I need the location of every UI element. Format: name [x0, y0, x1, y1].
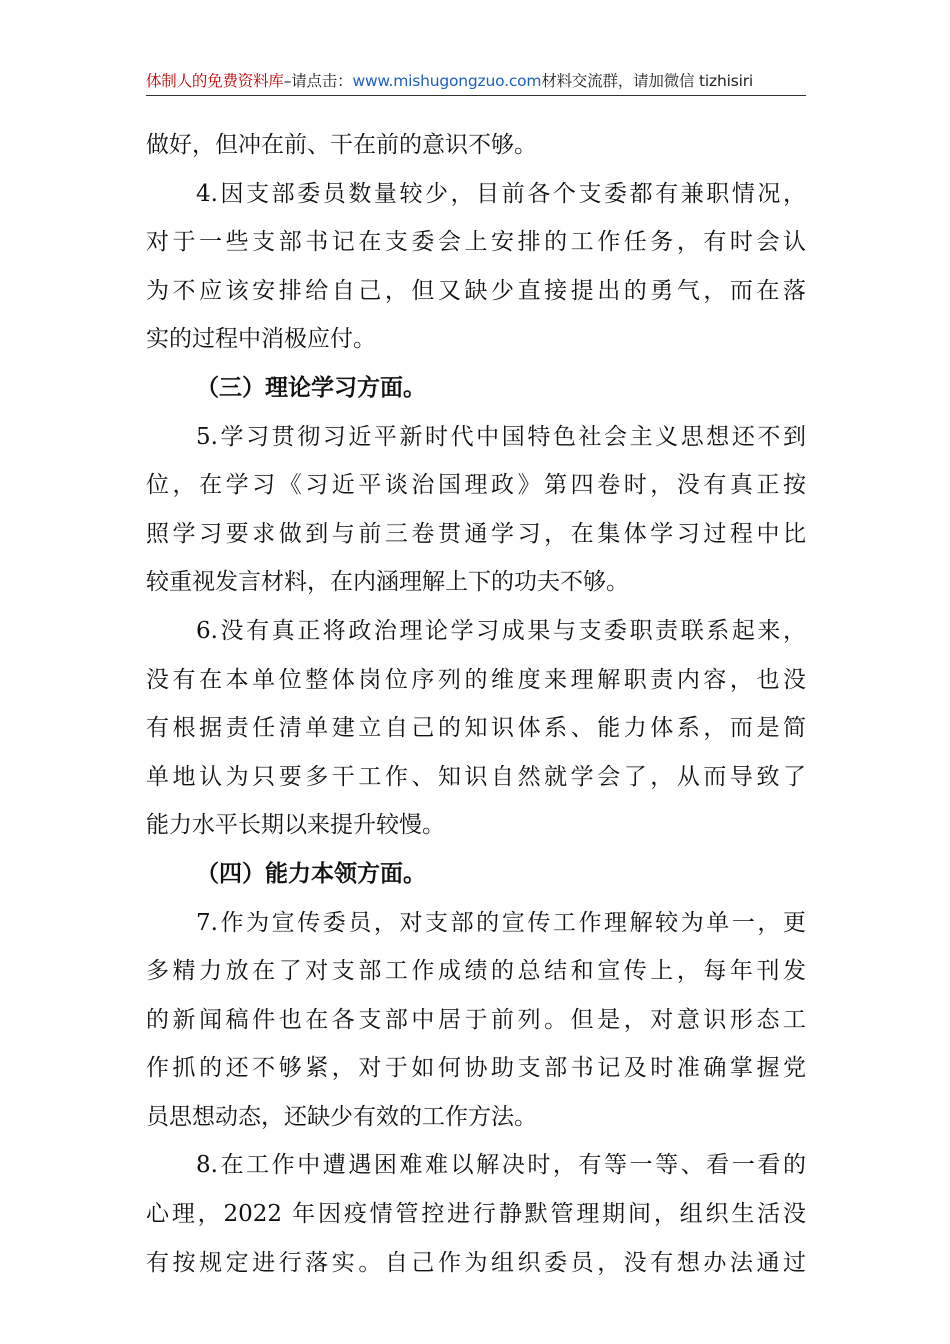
text-line: 较重视发言材料，在内涵理解上下的功夫不够。 — [146, 569, 629, 596]
text-line: 心理，2022 年因疫情管控进行静默管理期间，组织生活没 — [146, 1201, 806, 1228]
header-url-link[interactable]: www.mishugongzuo.com — [352, 72, 542, 90]
text-line: 能力水平长期以来提升较慢。 — [146, 812, 445, 839]
text-line: 员思想动态，还缺少有效的工作方法。 — [146, 1103, 537, 1130]
text-line: 位，在学习《习近平谈治国理政》第四卷时，没有真正按 — [146, 472, 806, 499]
text-line: 多精力放在了对支部工作成绩的总结和宣传上，每年刊发 — [146, 958, 806, 985]
header-site-name: 体制人的免费资料库 — [146, 72, 284, 90]
paragraph-5-line: 5.学习贯彻习近平新时代中国特色社会主义思想还不到 — [196, 423, 806, 450]
header-prompt: –请点击： — [283, 72, 353, 90]
paragraph-7-line: 7.作为宣传委员，对支部的宣传工作理解较为单一，更 — [196, 909, 806, 936]
text-line: 作抓的还不够紧，对于如何协助支部书记及时准确掌握党 — [146, 1055, 806, 1082]
document-body — [146, 121, 806, 1287]
text-line: 做好，但冲在前、干在前的意识不够。 — [146, 132, 537, 158]
section-heading-theory-study: （三）理论学习方面。 — [196, 373, 426, 401]
text-line: 单地认为只要多干工作、知识自然就学会了，从而导致了 — [146, 763, 806, 790]
text-line: 的新闻稿件也在各支部中居于前列。但是，对意识形态工 — [146, 1006, 806, 1033]
paragraph-4-line: 4.因支部委员数量较少，目前各个支委都有兼职情况， — [196, 180, 806, 207]
text-line: 照学习要求做到与前三卷贯通学习，在集体学习过程中比 — [146, 520, 806, 547]
text-line: 有根据责任清单建立自己的知识体系、能力体系，而是简 — [146, 715, 806, 742]
paragraph-8-line: 8.在工作中遭遇困难难以解决时，有等一等、看一看的 — [196, 1152, 806, 1179]
section-heading-capability: （四）能力本领方面。 — [196, 859, 426, 887]
text-line: 没有在本单位整体岗位序列的维度来理解职责内容，也没 — [146, 666, 806, 693]
text-line: 实的过程中消极应付。 — [146, 326, 376, 353]
page-header — [146, 66, 806, 96]
header-divider — [146, 95, 806, 96]
text-line: 有按规定进行落实。自己作为组织委员，没有想办法通过 — [146, 1249, 806, 1276]
paragraph-6-line: 6.没有真正将政治理论学习成果与支委职责联系起来， — [196, 617, 806, 644]
header-note: 材料交流群，请加微信 tizhisiri — [541, 72, 753, 90]
text-line: 为不应该安排给自己，但又缺少直接提出的勇气，而在落 — [146, 277, 806, 304]
text-line: 对于一些支部书记在支委会上安排的工作任务，有时会认 — [146, 229, 806, 256]
